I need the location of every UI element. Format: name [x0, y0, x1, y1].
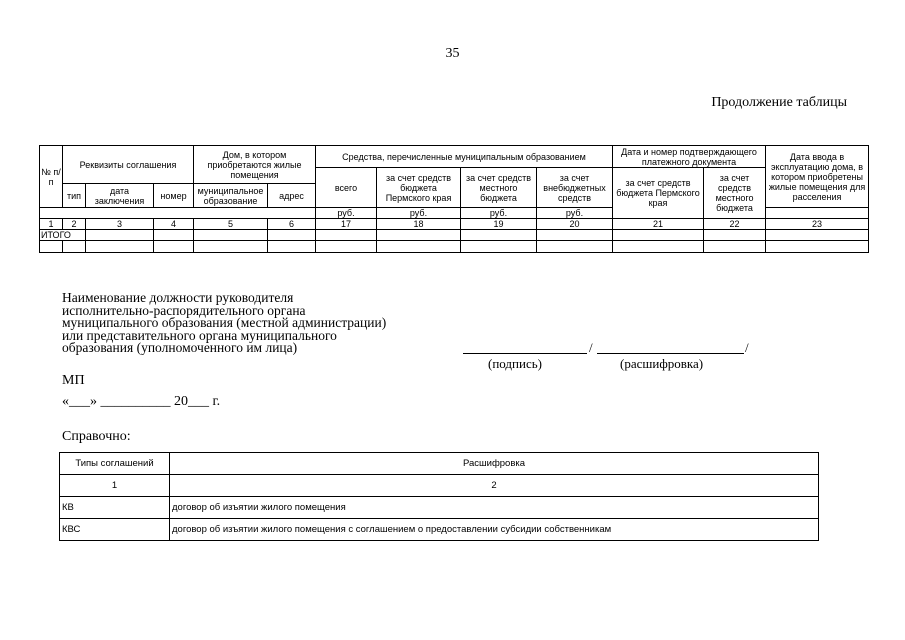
ref-row — [60, 497, 819, 519]
main-table — [39, 145, 869, 253]
unit-regional: руб. — [377, 208, 461, 219]
position-line: исполнительно-распорядительного органа — [62, 302, 306, 318]
ref-index-2: 2 — [170, 475, 819, 497]
ref-head-types: Типы соглашений — [60, 453, 170, 475]
index-cell: 3 — [86, 219, 154, 230]
unit-spacer-2 — [766, 208, 869, 219]
col-address-header: адрес — [268, 184, 316, 208]
slash-separator: / — [589, 340, 593, 355]
position-line: или представительного органа муниципального — [62, 327, 337, 343]
decode-line[interactable] — [597, 353, 744, 354]
ref-text: договор об изъятии жилого помещения — [170, 497, 819, 519]
total-row — [40, 230, 869, 241]
index-cell: 21 — [613, 219, 704, 230]
col-total-header: всего — [316, 168, 377, 208]
index-cell: 17 — [316, 219, 377, 230]
col-local-header: за счет средств местного бюджета — [461, 168, 537, 208]
stamp-label: МП — [62, 373, 85, 388]
unit-total: руб. — [316, 208, 377, 219]
index-cell: 2 — [63, 219, 86, 230]
col-municipality-header: муниципальное образование — [194, 184, 268, 208]
col-pay-local-header: за счет средств местного бюджета — [704, 168, 766, 219]
index-cell: 1 — [40, 219, 63, 230]
position-line: Наименование должности руководителя — [62, 290, 294, 305]
col-date-header: дата заключения — [86, 184, 154, 208]
ref-index-1: 1 — [60, 475, 170, 497]
col-type-header: тип — [63, 184, 86, 208]
reference-title: Справочно: — [62, 429, 131, 444]
index-cell: 22 — [704, 219, 766, 230]
page-number: 35 — [445, 46, 460, 61]
ref-head-decode: Расшифровка — [170, 453, 819, 475]
total-label: ИТОГО — [40, 230, 86, 241]
index-cell: 20 — [537, 219, 613, 230]
position-line: образования (уполномоченного им лица) — [62, 340, 298, 355]
reference-table — [59, 452, 819, 541]
group-payment-header: Дата и номер подтверждающего платежного документа — [613, 146, 766, 168]
index-row — [40, 219, 869, 230]
col-number-header: № п/п — [40, 146, 63, 208]
index-cell: 18 — [377, 219, 461, 230]
unit-extrabudget: руб. — [537, 208, 613, 219]
group-house-header: Дом, в котором приобретаются жилые помещения — [194, 146, 316, 184]
col-extrabudget-header: за счет внебюджетных средств — [537, 168, 613, 208]
ref-text: договор об изъятии жилого помещения с соглашением о предоставлении субсидии собственникам — [170, 519, 819, 541]
index-cell: 6 — [268, 219, 316, 230]
decode-caption: (расшифровка) — [620, 356, 704, 371]
ref-code: КВС — [60, 519, 170, 541]
slash-separator: / — [745, 340, 749, 355]
col-num-header: номер — [154, 184, 194, 208]
official-position-block — [62, 292, 386, 355]
col-regional-header: за счет средств бюджета Пермского края — [377, 168, 461, 208]
continuation-label: Продолжение таблицы — [711, 95, 847, 110]
group-agreement-header: Реквизиты соглашения — [63, 146, 194, 184]
empty-row — [40, 241, 869, 253]
index-cell: 4 — [154, 219, 194, 230]
date-line: «___» __________ 20___ г. — [62, 394, 221, 409]
col-commission-header: Дата ввода в эксплуатацию дома, в котором приобретены жилые помещения для расселения — [766, 146, 869, 208]
units-spacer — [40, 208, 316, 219]
ref-code: КВ — [60, 497, 170, 519]
group-funds-header: Средства, перечисленные муниципальным образованием — [316, 146, 613, 168]
unit-local: руб. — [461, 208, 537, 219]
index-cell: 23 — [766, 219, 869, 230]
ref-row — [60, 519, 819, 541]
index-cell: 19 — [461, 219, 537, 230]
col-pay-regional-header: за счет средств бюджета Пермского края — [613, 168, 704, 219]
signature-caption: (подпись) — [488, 356, 542, 371]
signature-line[interactable] — [463, 353, 587, 354]
index-cell: 5 — [194, 219, 268, 230]
position-line: муниципального образования (местной администрации) — [62, 315, 387, 330]
